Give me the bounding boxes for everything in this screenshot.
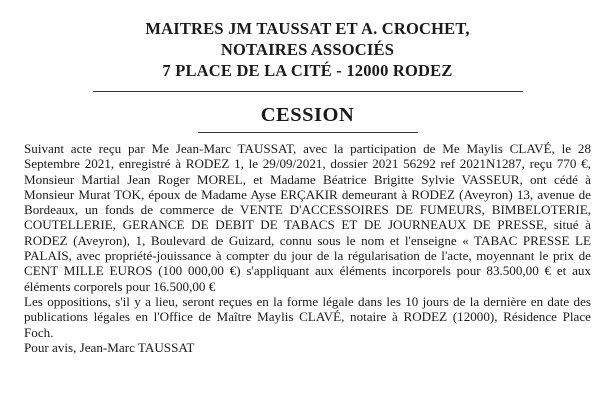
title-divider bbox=[198, 132, 418, 133]
notice-title: CESSION bbox=[260, 104, 355, 126]
notice-body bbox=[24, 141, 591, 355]
header-divider bbox=[93, 91, 523, 92]
notary-title: NOTAIRES ASSOCIÉS bbox=[220, 40, 395, 59]
notary-header bbox=[24, 18, 591, 81]
signature-line: Pour avis, Jean-Marc TAUSSAT bbox=[24, 339, 195, 355]
oppositions-paragraph: Les oppositions, s'il y a lieu, seront reçues en la forme légale dans les 10 jours de la dernière en date des publications légales en l'Office de Maître Maylis CLAVÉ, notaire à RODEZ (12000), Résidence Place Foch. bbox=[24, 293, 591, 340]
notary-names: MAITRES JM TAUSSAT ET A. CROCHET, bbox=[145, 19, 470, 38]
notary-address: 7 PLACE DE LA CITÉ - 12000 RODEZ bbox=[162, 61, 453, 80]
cession-paragraph: Suivant acte reçu par Me Jean-Marc TAUSSAT, avec la participation de Me Maylis CLAVÉ, le 28 Septembre 2021, enregistré à RODEZ 1, le 29/09/2021, dossier 2021 56292 ref 2021N1287, reçu 770 €, Monsieur Martial Jean Roger MOREL, et Madame Béatrice Brigitte Sylvie VASSEUR, ont cédé à Monsieur Murat TOK, époux de Madame Ayse ERÇAKIR demeurant à RODEZ (Aveyron) 13, avenue de Bordeaux, un fonds de commerce de VENTE D'ACCESSOIRES DE FUMEURS, BIMBELOTERIE, COUTELLERIE, GERANCE DE DEBIT DE TABACS ET DE JOURNEAUX DE PRESSE, situé à RODEZ (Aveyron), 1, Boulevard de Guizard, connu sous le nom et l'enseigne « TABAC PRESSE LE PALAIS, avec propriété-jouissance à compter du jour de la régularisation de l'acte, moyennant le prix de CENT MILLE EUROS (100 000,00 €) s'appliquant aux éléments incorporels pour 83.500,00 € et aux éléments corporels pour 16.500,00 € bbox=[24, 141, 591, 294]
